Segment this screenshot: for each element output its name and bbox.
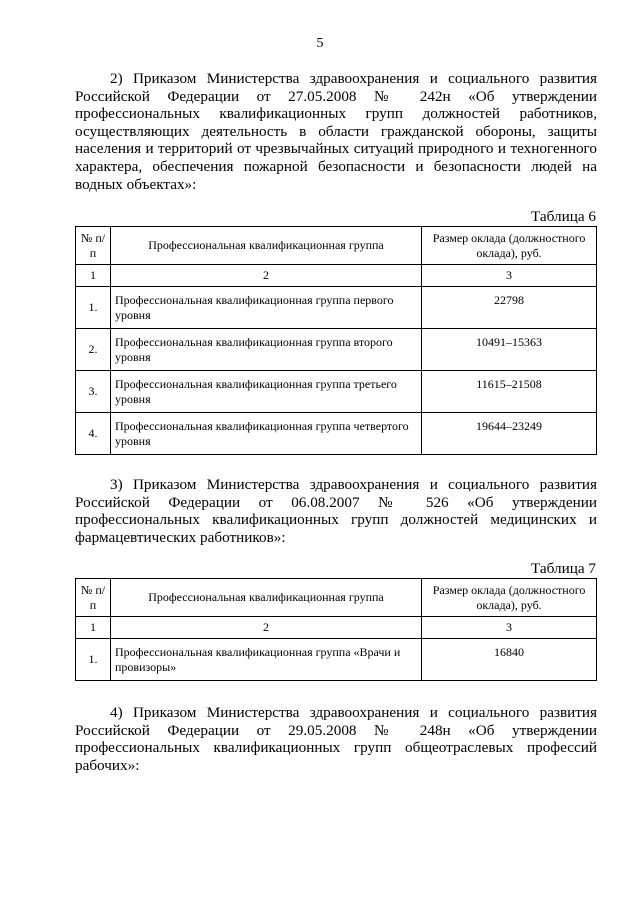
table-header-row bbox=[76, 227, 597, 265]
row-salary: 16840 bbox=[422, 639, 597, 681]
row-group: Профессиональная квалификационная группа четвертого уровня bbox=[111, 413, 422, 455]
index-cell: 1 bbox=[76, 265, 111, 287]
table-row bbox=[76, 371, 597, 413]
index-cell: 3 bbox=[422, 617, 597, 639]
table-row bbox=[76, 639, 597, 681]
header-cell-salary: Размер оклада (должностного оклада), руб. bbox=[422, 579, 597, 617]
header-cell-group: Профессиональная квалификационная группа bbox=[111, 579, 422, 617]
paragraph-order-248n: 4) Приказом Министерства здравоохранения и социального развития Российской Федерации от 29.05.2008 № 248н «Об утверждении профессиональных квалификационных групп общеотраслевых профессий рабочих»: bbox=[75, 704, 597, 774]
row-number: 1. bbox=[76, 287, 111, 329]
table-header-row bbox=[76, 579, 597, 617]
row-number: 3. bbox=[76, 371, 111, 413]
row-number: 4. bbox=[76, 413, 111, 455]
index-cell: 1 bbox=[76, 617, 111, 639]
paragraph-order-242n: 2) Приказом Министерства здравоохранения и социального развития Российской Федерации от 27.05.2008 № 242н «Об утверждении профессиональных квалификационных групп должностей работников, осуществляющих деятельность в области гражданской обороны, защиты населения и территорий от чрезвычайных ситуаций природного и техногенного характера, обеспечения пожарной безопасности и безопасности людей на водных объектах»: bbox=[75, 70, 597, 193]
table-index-row bbox=[76, 265, 597, 287]
table-row bbox=[76, 329, 597, 371]
header-cell-number: № п/п bbox=[76, 579, 111, 617]
table-7-caption: Таблица 7 bbox=[531, 560, 596, 577]
row-group: Профессиональная квалификационная группа третьего уровня bbox=[111, 371, 422, 413]
row-group: Профессиональная квалификационная группа второго уровня bbox=[111, 329, 422, 371]
row-group: Профессиональная квалификационная группа «Врачи и провизоры» bbox=[111, 639, 422, 681]
row-salary: 10491–15363 bbox=[422, 329, 597, 371]
row-number: 1. bbox=[76, 639, 111, 681]
page-number: 5 bbox=[316, 36, 324, 51]
header-cell-number: № п/п bbox=[76, 227, 111, 265]
table-6-caption: Таблица 6 bbox=[531, 208, 596, 225]
row-number: 2. bbox=[76, 329, 111, 371]
paragraph-order-526: 3) Приказом Министерства здравоохранения и социального развития Российской Федерации от 06.08.2007 № 526 «Об утверждении профессиональных квалификационных групп должностей медицинских и фармацевтических работников»: bbox=[75, 476, 597, 546]
row-group: Профессиональная квалификационная группа первого уровня bbox=[111, 287, 422, 329]
index-cell: 3 bbox=[422, 265, 597, 287]
table-row bbox=[76, 413, 597, 455]
table-7 bbox=[75, 578, 597, 681]
header-cell-group: Профессиональная квалификационная группа bbox=[111, 227, 422, 265]
table-6 bbox=[75, 226, 597, 455]
header-cell-salary: Размер оклада (должностного оклада), руб. bbox=[422, 227, 597, 265]
row-salary: 19644–23249 bbox=[422, 413, 597, 455]
table-row bbox=[76, 287, 597, 329]
index-cell: 2 bbox=[111, 617, 422, 639]
row-salary: 11615–21508 bbox=[422, 371, 597, 413]
index-cell: 2 bbox=[111, 265, 422, 287]
table-index-row bbox=[76, 617, 597, 639]
row-salary: 22798 bbox=[422, 287, 597, 329]
